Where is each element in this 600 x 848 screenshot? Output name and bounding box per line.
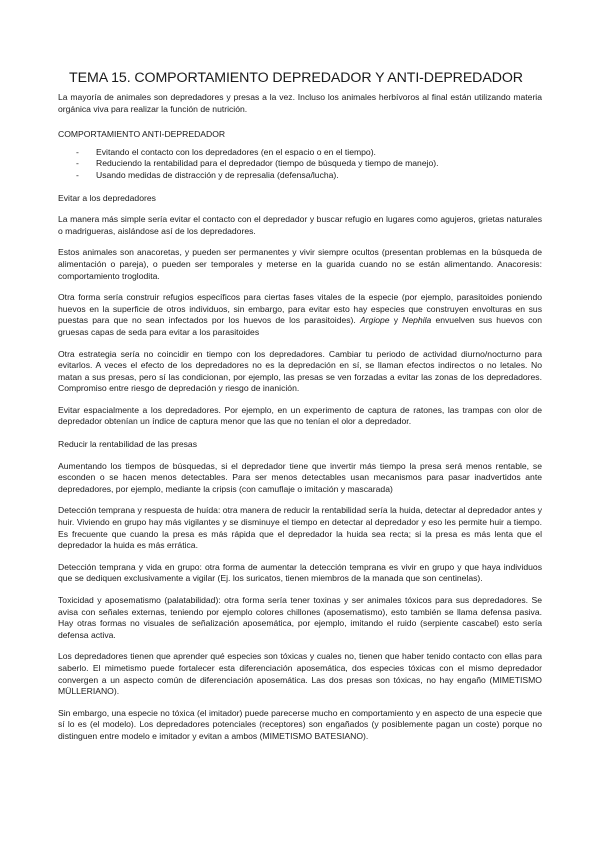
paragraph-refugio: La manera más simple sería evitar el contacto con el depredador y buscar refugio en lugares como agujeros, grietas naturales o madrigueras, aislándose así de los depredadores.: [58, 214, 542, 236]
page-title: TEMA 15. COMPORTAMIENTO DEPREDADOR Y ANTI-DEPREDADOR: [69, 70, 523, 86]
list-item: - Evitando el contacto con los depredadores (en el espacio o en el tiempo).: [58, 147, 542, 159]
paragraph-tiempo: Otra estrategia sería no coincidir en tiempo con los depredadores. Cambiar tu periodo de actividad diurno/nocturno para evitarlos. A veces el efecto de los depredadores no es la depredación en sí, se llaman efectos indirectos o no letales. No matan a sus presas, pero sí las condicionan, por ejemplo, las presas se ven forzadas a evitar las zonas de los depredadores. Compromiso entre riesgo de depredación y riesgo de inanición.: [58, 348, 542, 394]
paragraph-grupo: Detección temprana y vida en grupo: otra forma de aumentar la detección temprana es vivir en grupo y que haya individuos que se dediquen exclusivamente a vigilar (Ej. los suricatos, tienen miembros de la manada que son centinelas).: [58, 561, 542, 584]
text-segment: envuelven sus huevos con gruesas capas de seda para evitar a los parasitoides: [58, 315, 542, 337]
document-page: [58, 62, 542, 743]
intro-paragraph: La mayoría de animales son depredadores y presas a la vez. Incluso los animales herbívoros al final están utilizando materia orgánica viva para realizar la función de nutrición.: [58, 92, 542, 114]
subheading-evitar: Evitar a los depredadores: [58, 192, 156, 203]
paragraph-batesiano: Sin embargo, una especie no tóxica (el imitador) puede parecerse mucho en comportamiento y en aspecto de una especie que sí lo es (el modelo). Los depredadores potenciales (receptores) son engañados (y posiblemente pagan un coste) porque no distinguen entre modelo e imitador y evitan a ambos (MIMETISMO BATESIANO).: [58, 707, 542, 741]
paragraph-huida: Detección temprana y respuesta de huída: otra manera de reducir la rentabilidad sería la huida, detectar al depredador antes y huir. Viviendo en grupo hay más vigilantes y se disminuye el tiempo en detectar al depredador y eso les permite huir a tiempo. Es frecuente que cuando la presa es más rápida que el depredador la huida sea recta; si la presa es más lenta que el depredador la huida es más errática.: [58, 505, 542, 551]
paragraph-refugios-especificos: [58, 292, 542, 338]
species-name: Argiope: [359, 315, 390, 326]
paragraph-busqueda: Aumentando los tiempos de búsquedas, si el depredador tiene que invertir más tiempo la presa será menos rentable, se esconden o se hacen menos detectables. Para ser menos detectables usan mecanismos para pasar inadvertidos ante depredadores, por ejemplo, mediante la cripsis (con camuflaje o imitación y mascarada): [58, 460, 542, 494]
section-heading-anti-depredador: COMPORTAMIENTO ANTI-DEPREDADOR: [58, 129, 226, 140]
subheading-reducir: Reducir la rentabilidad de las presas: [58, 439, 198, 450]
paragraph-mulleriano: Los depredadores tienen que aprender qué especies son tóxicas y cuales no, tienen que haber tenido contacto con ellas para saberlo. El mimetismo puede fortalecer esta diferenciación aposemática, dos especies tóxicas con el mismo depredador convergen a un aspecto común de diferenciación aposemática. Las dos presas son tóxicas, no hay engaño (MIMETISMO MÜLLERIANO).: [58, 651, 542, 697]
list-item: - Reduciendo la rentabilidad para el depredador (tiempo de búsqueda y tiempo de manejo).: [58, 158, 542, 170]
text-segment: Otra forma sería construir refugios específicos para ciertas fases vitales de la especie (por ejemplo, parasitoides poniendo huevos en la superficie de otros individuos, sin embargo, para evitar esto hay especies que construyen envolturas en sus puestas para que no sean infectados por los huevos de los parasitoides).: [58, 292, 542, 326]
paragraph-espacial: Evitar espacialmente a los depredadores. Por ejemplo, en un experimento de captura de ratones, las trampas con olor de depredador obtenían un índice de captura menor que las que no tenían el olor a depredador.: [58, 404, 542, 427]
text-segment: y: [389, 315, 403, 326]
strategy-list: [58, 147, 542, 182]
list-item: - Usando medidas de distracción y de represalia (defensa/lucha).: [58, 170, 542, 182]
species-name: Nephila: [402, 315, 432, 326]
paragraph-anacoretas: Estos animales son anacoretas, y pueden ser permanentes y vivir siempre ocultos (presentan problemas en la búsqueda de alimentación o pareja), o pueden ser temporales y meterse en la guarida cuando no se están alimentando. Anacoresis: comportamiento troglodita.: [58, 247, 542, 281]
paragraph-toxicidad: Toxicidad y aposematismo (palatabilidad): otra forma sería tener toxinas y ser animales tóxicos para sus depredadores. Se avisa con señales externas, teniendo por ejemplo colores chillones (aposematismo), esto también se llama defensa pasiva. Hay otras formas no visuales de señalización aposemática, por ejemplo, imitando el ruido (serpiente cascabel) esto sería defensa activa.: [58, 595, 542, 640]
